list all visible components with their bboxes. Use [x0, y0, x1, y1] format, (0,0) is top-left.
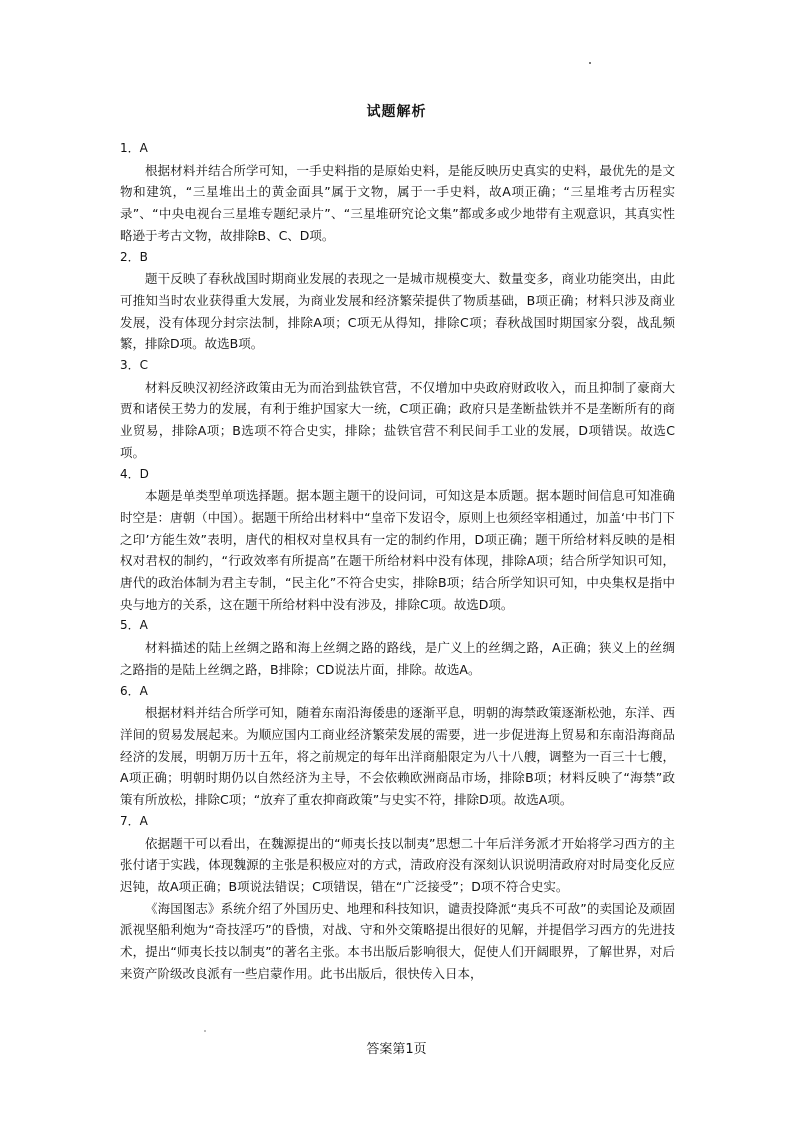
answer-item [120, 138, 675, 247]
explanation-paragraph: 本题是单类型单项选择题。据本题主题干的设问词，可知这是本质题。据本题时间信息可知准确时空是：唐朝（中国）。据题干所给出材料中“皇帝下发诏令，原则上也须经宰相通过，加盖‘中书门下之印’方能生效”表明，唐代的相权对皇权具有一定的制约作用，D项正确；题干所给材料反映的是相权对君权的制约，“行政效率有所提高”在题干所给材料中没有体现，排除A项；结合所学知识可知，唐代的政治体制为君主专制，“民主化”不符合史实，排除B项；结合所学知识可知，中央集权是指中央与地方的关系，这在题干所给材料中没有涉及，排除C项。故选D项。 [120, 488, 675, 612]
question-number: 6．A [120, 683, 148, 698]
question-number: 5．A [120, 618, 148, 633]
answer-item [120, 681, 675, 811]
explanation-paragraph: 《海国图志》系统介绍了外国历史、地理和科技知识，谴责投降派“夷兵不可敌”的卖国论及顽固派视坚船利炮为“奇技淫巧”的昏愦，对战、守和外交策略提出很好的见解，并提倡学习西方的先进技术，提出“师夷长技以制夷”的著名主张。本书出版后影响很大，促使人们开阔眼界，了解世界，对后来资产阶级改良派有一些启蒙作用。此书出版后，很快传入日本， [120, 900, 675, 981]
page-footer: 答案第1页 [366, 1042, 427, 1057]
scan-dot [589, 62, 591, 64]
explanation-paragraph: 材料反映汉初经济政策由无为而治到盐铁官营，不仅增加中央政府财政收入，而且抑制了豪商大贾和诸侯王势力的发展，有利于维护国家大一统，C项正确；政府只是垄断盐铁并不是垄断所有的商业贸易，排除A项；B选项不符合史实，排除；盐铁官营不利民间手工业的发展，D项错误。故选C项。 [120, 379, 675, 460]
scan-dot [204, 1030, 206, 1032]
question-number: 7．A [120, 813, 148, 828]
explanation-paragraph: 材料描述的陆上丝绸之路和海上丝绸之路的路线，是广义上的丝绸之路，A正确；狭义上的丝绸之路指的是陆上丝绸之路，B排除；CD说法片面，排除。故选A。 [120, 640, 675, 677]
explanation-paragraph: 根据材料并结合所学可知，随着东南沿海倭患的逐渐平息，明朝的海禁政策逐渐松弛，东洋、西洋间的贸易发展起来。为顺应国内工商业经济繁荣发展的需要，进一步促进海上贸易和东南沿海商品经济的发展，明朝万历十五年，将之前规定的每年出洋商船限定为八十八艘，调整为一百三十七艘，A项正确；明朝时期仍以自然经济为主导，不会依赖欧洲商品市场，排除B项；材料反映了“海禁”政策有所放松，排除C项；“放弃了重农抑商政策”与史实不符，排除D项。故选A项。 [120, 705, 675, 808]
answer-item [120, 247, 675, 356]
explanation-paragraph: 根据材料并结合所学可知，一手史料指的是原始史料，是能反映历史真实的史料，最优先的是文物和建筑，“三星堆出土的黄金面具”属于文物，属于一手史料，故A项正确；“三星堆考古历程实录”、“中央电视台三星堆专题纪录片”、“三星堆研究论文集”都或多或少地带有主观意识，其真实性略逊于考古文物，故排除B、C、D项。 [120, 162, 675, 243]
question-number: 2．B [120, 249, 148, 264]
answer-item [120, 464, 675, 616]
question-number: 3．C [120, 358, 149, 373]
explanation-paragraph: 题干反映了春秋战国时期商业发展的表现之一是城市规模变大、数量变多，商业功能突出，由此可推知当时农业获得重大发展，为商业发展和经济繁荣提供了物质基础，B项正确；材料只涉及商业发展，没有体现分封宗法制，排除A项；C项无从得知，排除C项；春秋战国时期国家分裂，战乱频繁，排除D项。故选B项。 [120, 271, 675, 352]
page-title: 试题解析 [366, 104, 427, 120]
question-number: 4．D [120, 466, 149, 481]
question-number: 1．A [120, 141, 148, 155]
answer-content [120, 138, 675, 984]
answer-item [120, 615, 675, 680]
answer-item [120, 811, 675, 985]
answer-item [120, 355, 675, 464]
explanation-paragraph: 依据题干可以看出，在魏源提出的“师夷长技以制夷”思想二十年后洋务派才开始将学习西方的主张付诸于实践，体现魏源的主张是积极应对的方式，清政府没有深刻认识说明清政府对时局变化反应迟钝，故A项正确；B项说法错误；C项错误，错在“广泛接受”；D项不符合史实。 [120, 835, 675, 894]
